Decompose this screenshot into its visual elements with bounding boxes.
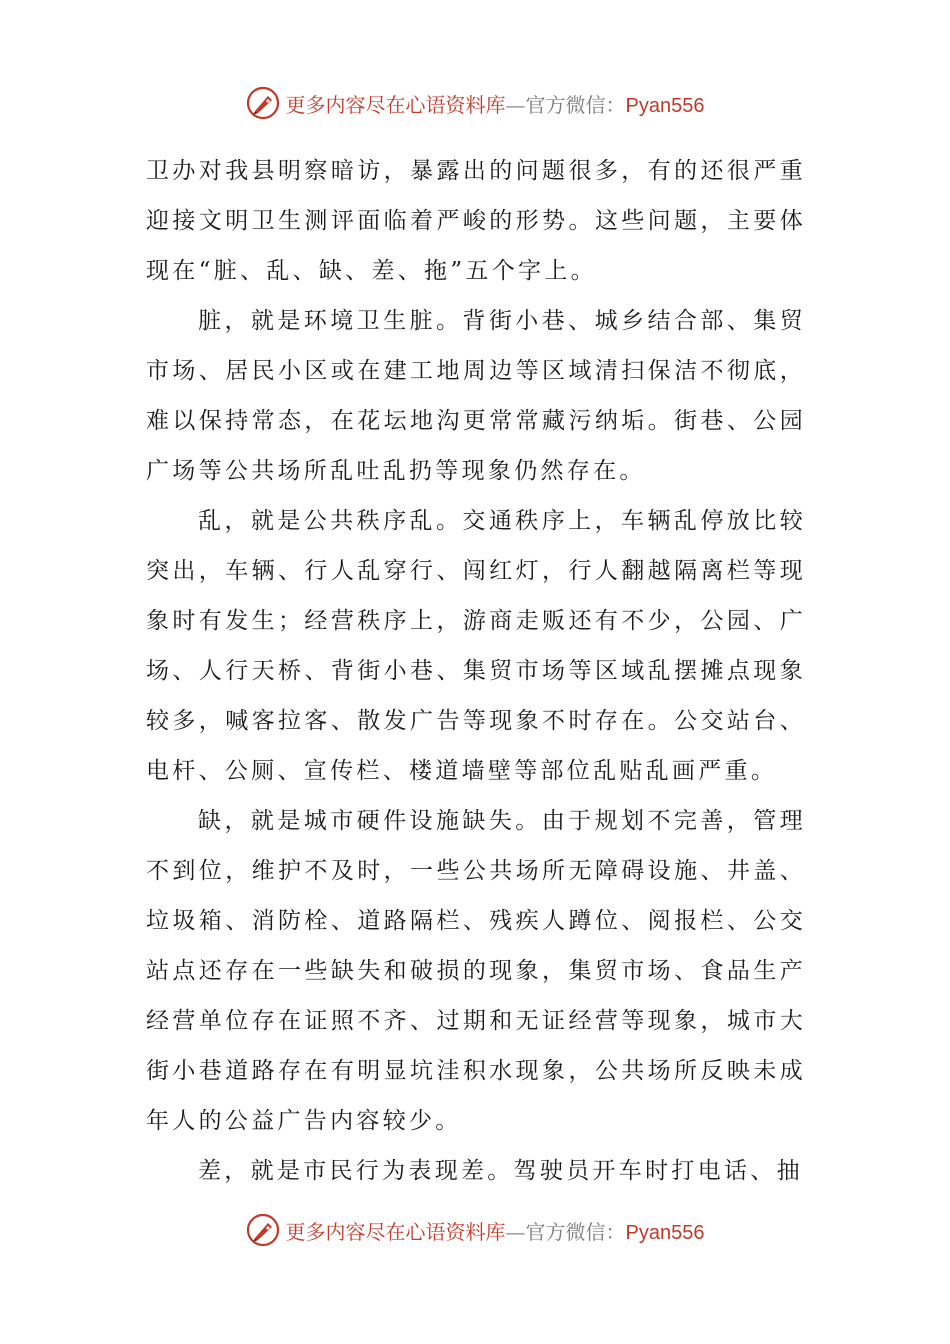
paragraph-poor-behavior: 差，就是市民行为表现差。驾驶员开车时打电话、抽 (198, 1158, 803, 1184)
pen-nib-logo-icon (246, 86, 280, 120)
banner-wechat-label: 官方微信： (525, 92, 626, 117)
paragraph-disorder: 乱，就是公共秩序乱。交通秩序上，车辆乱停放比较突出，车辆、行人乱穿行、闯红灯，行人翻越隔离栏等现象时有发生；经营秩序上，游商走贩还有不少，公园、广场、人行天桥、背街小巷、集贸市场等区域乱摆摊点现象较多，喊客拉客、散发广告等现象不时存在。公交站台、电杆、公厕、宣传栏、楼道墙壁等部位乱贴乱画严重。 (146, 508, 806, 784)
footer-banner (0, 1210, 950, 1250)
paragraph-dirty: 脏，就是环境卫生脏。背街小巷、城乡结合部、集贸市场、居民小区或在建工地周边等区域清扫保洁不彻底，难以保持常态，在花坛地沟更常常藏污纳垢。街巷、公园广场等公共场所乱吐乱扔等现象仍然存在。 (146, 308, 806, 484)
banner-main-text: 更多内容尽在心语资料库 (285, 92, 506, 117)
banner-dash: — (505, 1219, 526, 1244)
document-body (146, 146, 806, 1196)
banner-wechat-label: 官方微信： (525, 1219, 626, 1244)
pen-nib-logo-icon (246, 1213, 280, 1247)
header-banner (0, 83, 950, 123)
header-banner-text (286, 89, 705, 118)
paragraph-intro-continuation: 卫办对我县明察暗访，暴露出的问题很多，有的还很严重迎接文明卫生测评面临着严峻的形势。这些问题，主要体现在“脏、乱、缺、差、拖”五个字上。 (146, 158, 806, 284)
header-banner-inner (246, 86, 705, 120)
banner-wechat-id: Pyan556 (625, 94, 705, 117)
paragraph-lacking: 缺，就是城市硬件设施缺失。由于规划不完善，管理不到位，维护不及时，一些公共场所无障碍设施、井盖、垃圾箱、消防栓、道路隔栏、残疾人蹲位、阅报栏、公交站点还存在一些缺失和破损的现象，集贸市场、食品生产经营单位存在证照不齐、过期和无证经营等现象，城市大街小巷道路存在有明显坑洼积水现象，公共场所反映未成年人的公益广告内容较少。 (146, 808, 806, 1134)
footer-banner-inner (246, 1213, 705, 1247)
footer-banner-text (286, 1216, 705, 1245)
banner-wechat-id: Pyan556 (625, 1221, 705, 1244)
banner-main-text: 更多内容尽在心语资料库 (285, 1219, 506, 1244)
banner-dash: — (505, 92, 526, 117)
